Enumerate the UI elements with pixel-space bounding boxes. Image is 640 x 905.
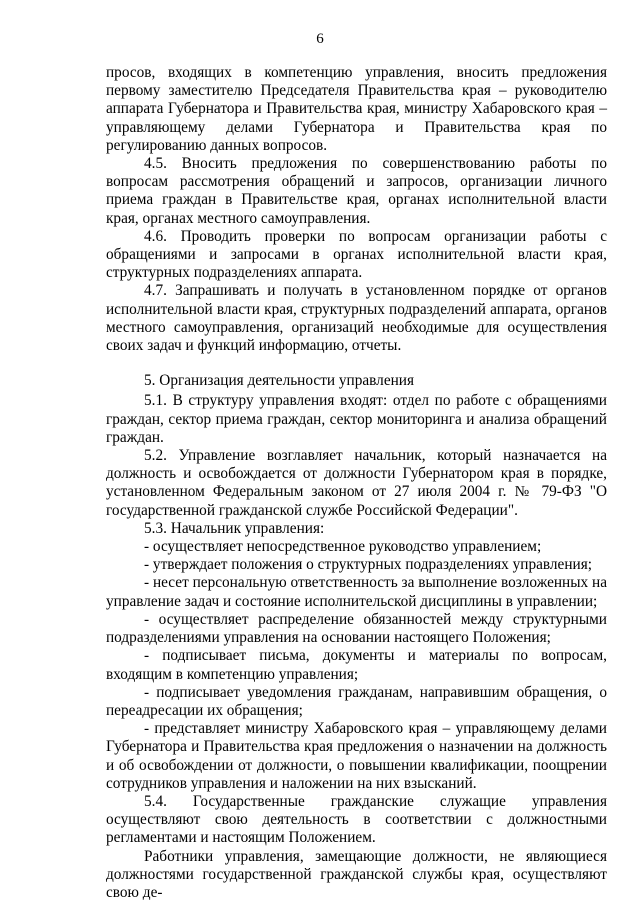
document-body <box>106 64 607 902</box>
paragraph-4-6: 4.6. Проводить проверки по вопросам организации работы с обращениями и запросами в органах исполнительной власти края, структурных подразделениях аппарата. <box>106 227 607 282</box>
list-item: - подписывает письма, документы и материалы по вопросам, входящим в компетенцию управления; <box>106 647 607 683</box>
paragraph-5-4: 5.4. Государственные гражданские служащие управления осуществляют свою деятельность в соответствии с должностными регламентами и настоящим Положением. <box>106 792 607 847</box>
list-item: - осуществляет непосредственное руководство управлением; <box>144 538 542 556</box>
list-item: - утверждает положения о структурных подразделениях управления; <box>144 556 592 574</box>
paragraph-5-2: 5.2. Управление возглавляет начальник, который назначается на должность и освобождается от должности Губернатором края в порядке, установленном Федеральным законом от 27 июля 2004 г. № 79-ФЗ "О государственной гражданской службе Российской Федерации". <box>106 447 607 519</box>
paragraph-4-7: 4.7. Запрашивать и получать в установленном порядке от органов исполнительной власти края, структурных подразделений аппарата, органов местного самоуправления, организаций необходимые для осуществления своих задач и функций информацию, отчеты. <box>106 282 607 355</box>
list-item: - несет персональную ответственность за выполнение возложенных на управление задач и состояние исполнительской дисциплины в управлении; <box>106 574 607 610</box>
paragraph-4-5: 4.5. Вносить предложения по совершенствованию работы по вопросам рассмотрения обращений и запросов, организации личного приема граждан в Правительстве края, органах исполнительной власти края, органах местного самоуправления. <box>106 155 607 227</box>
section-heading-5: 5. Организация деятельности управления <box>144 372 415 390</box>
paragraph-5-1: 5.1. В структуру управления входят: отдел по работе с обращениями граждан, сектор приема граждан, сектор мониторинга и анализа обращений граждан. <box>106 392 607 446</box>
list-item: - представляет министру Хабаровского края – управляющему делами Губернатора и Правительства края предложения о назначении на должность и об освобождении от должности, о повышении квалификации, поощрении сотрудников управления и наложении на них взысканий. <box>106 720 607 792</box>
paragraph-workers: Работники управления, замещающие должности, не являющиеся должностями государственной гражданской службы края, осуществляют свою де- <box>106 847 607 901</box>
list-item: - подписывает уведомления гражданам, направившим обращения, о переадресации их обращения; <box>106 683 607 719</box>
list-item: - осуществляет распределение обязанностей между структурными подразделениями управления на основании настоящего Положения; <box>106 610 607 647</box>
page-number: 6 <box>316 31 324 47</box>
paragraph-5-3: 5.3. Начальник управления: <box>144 519 325 537</box>
paragraph-continuation: просов, входящих в компетенцию управления, вносить предложения первому заместителю Председателя Правительства края – руководителю аппарата Губернатора и Правительства края, министру Хабаровского края – управляющему делами Губернатора и Правительства края по регулированию данных вопросов. <box>106 64 607 154</box>
